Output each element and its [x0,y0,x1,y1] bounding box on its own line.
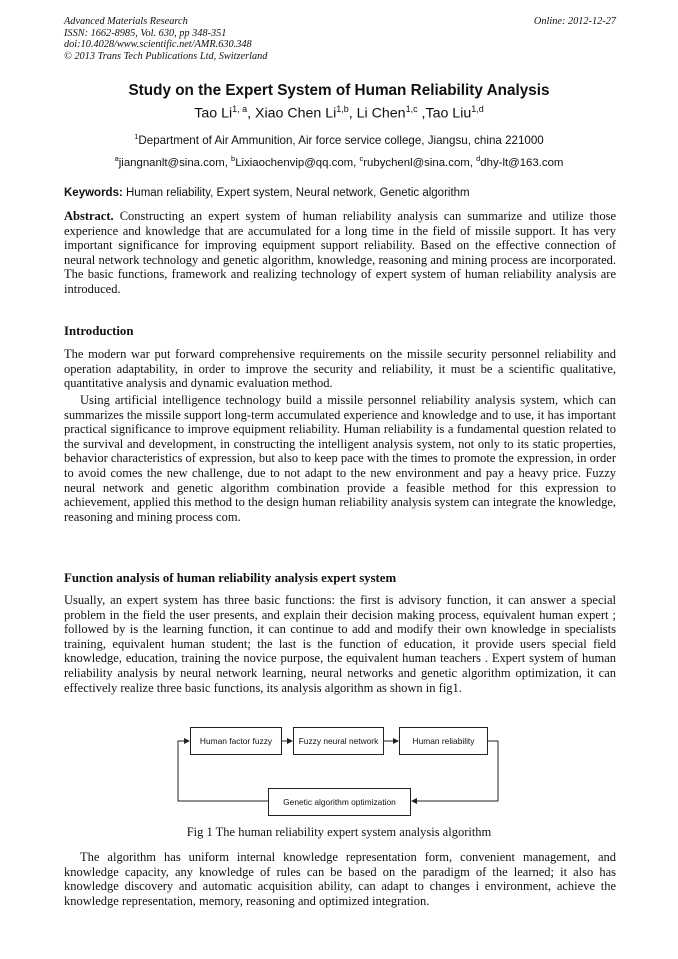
issn-line: ISSN: 1662-8985, Vol. 630, pp 348-351 [64,27,227,39]
email-superscript: c [359,154,364,163]
box-fuzzy-neural-network: Fuzzy neural network [293,727,384,755]
doi-line: doi:10.4028/www.scientific.net/AMR.630.348 [64,39,252,50]
keywords-text: Human reliability, Expert system, Neural network, Genetic algorithm [126,187,470,199]
keywords-label: Keywords: [64,187,123,199]
author-list: Tao Li$^{1, a}$, Xiao Chen Li$^{1,b}$, Li Chen$^{1,c}$ ,Tao Liu$^{1,d}$ [194,104,484,122]
box-genetic-algorithm-optimization: Genetic algorithm optimization [268,788,411,816]
abstract-label: Abstract. [64,209,114,223]
email-superscript: d [476,154,481,163]
affiliation-text: Department of Air Ammunition, Air force service college, Jiangsu, china 221000 [138,133,544,147]
copyright-line: © 2013 Trans Tech Publications Ltd, Switzerland [64,50,268,62]
email-superscript: a [114,154,119,163]
box-human-reliability: Human reliability [399,727,488,755]
affiliation [0,132,678,147]
closing-paragraph: The algorithm has uniform internal knowledge representation form, convenient management, and knowledge capacity, any knowledge of rules can be based on the paradigm of the learned; it also has knowledge discovery and automatic acquisition ability, can adapt to changes i environment, achieve the knowledge representation, memory, reasoning and optimized integration. [64,850,616,908]
author-name: Tao Liu [425,105,472,122]
author-name: Xiao Chen Li [255,105,337,122]
arrowhead [411,798,417,804]
email-link[interactable]: jiangnanlt@sina.com, [118,156,228,169]
email-link[interactable]: Lixiaochenvip@qq.com, [235,156,357,169]
email-link[interactable]: dhy-lt@163.com [480,156,564,169]
email-superscript: b [231,154,236,163]
box-human-factor-fuzzy: Human factor fuzzy [190,727,282,755]
author-name: Tao Li [194,105,233,122]
figure-caption: Fig 1 The human reliability expert system analysis algorithm [186,825,492,839]
online-date: Online: 2012-12-27 [533,16,616,27]
paper-title: Study on the Expert System of Human Reliability Analysis [128,82,550,99]
function-analysis-heading: Function analysis of human reliability analysis expert system [64,571,397,585]
introduction-heading: Introduction [64,324,134,338]
journal-name: Advanced Materials Research [64,16,188,27]
author-superscript: 1,c [405,104,418,114]
keywords-line [64,187,616,199]
introduction-paragraph-2: Using artificial intelligence technology build a missile personnel reliability analysis system, which can summarizes the missile support long-term accumulated experience and knowledge and to use, it has important practical significance to improve equipment reliability. Human reliability is a fundamental question related to the survival and development, in constructing the intelligent analysis system, not only to its static properties, behavior characteristics of expression, but also to keep pace with the times to promote the expression, in order to avoid comes the new challenge, due to not adapt to the new environment and pay a heavy price. Fuzzy neural network and genetic algorithm combination provide a feasible method for this expression to achievement, applied this method to the design human reliability analysis system can integrate the knowledge, reasoning and mining process com. [64,393,616,524]
introduction-paragraph-1: The modern war put forward comprehensive requirements on the missile security personnel reliability and operation adaptability, in order to improve the security and reliability, it must be a scientific qualitative, quantitative analysis and dynamic evaluation method. [64,347,616,391]
author-name: Li Chen [356,105,406,122]
abstract-text: Constructing an expert system of human reliability analysis can summarize and utilize those experience and knowledge that are accumulated for a long time in the field of missile support. It has very important significance for improving equipment support reliability. Based on the effective connection of neural network technology and genetic algorithm, knowledge, reasoning and mining process are incorporated. The basic functions, framework and realizing technology of expert system of human reliability analysis are introduced. [64,209,617,296]
author-superscript: 1, a [232,104,248,114]
author-superscript: 1,b [336,104,349,114]
abstract-paragraph [64,209,616,297]
function-analysis-paragraph: Usually, an expert system has three basic functions: the first is advisory function, it can answer a special problem in the field the user presents, and explain their decision making process, equivalent human expert ; followed by is the learning function, it can continue to add and modify their own knowledge in specialists training, equivalent human student; the last is the function of education, it provide users special field knowledge, education, training the novice purpose, the equivalent human teachers . Expert system of human reliability analysis by neural network learning, neural networks and genetic algorithm optimization, it can effectively realize three basic functions, its analysis algorithm as shown in fig1. [64,593,616,695]
email-link[interactable]: rubychenl@sina.com, [363,156,473,169]
journal-header [64,16,616,62]
affiliation-superscript: 1 [134,132,139,141]
author-superscript: 1,d [471,104,484,114]
email-list [0,154,678,169]
